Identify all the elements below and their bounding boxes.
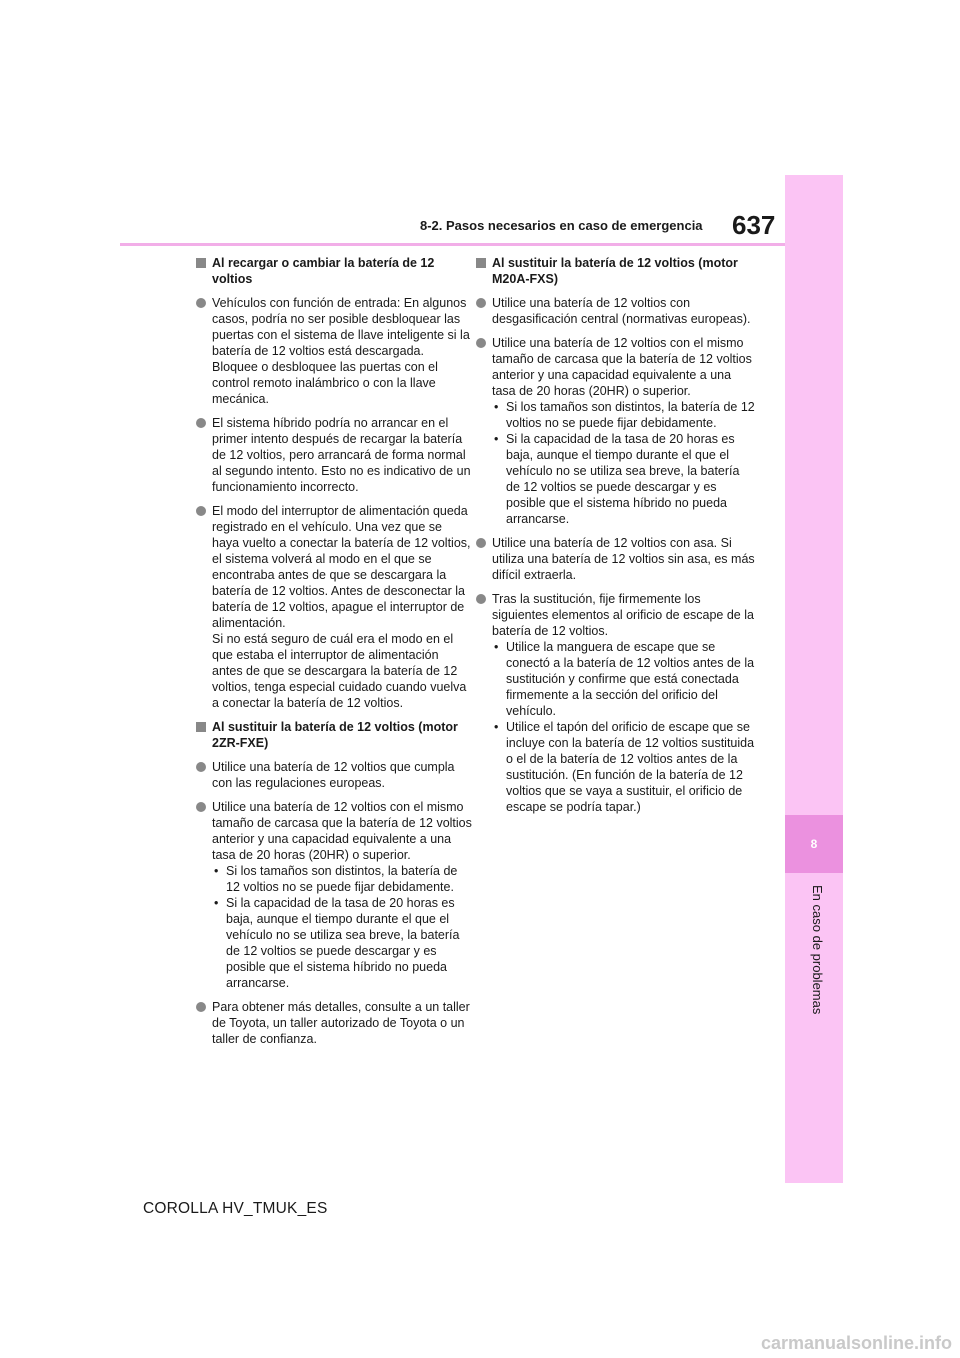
square-bullet-icon (476, 258, 486, 268)
round-bullet-icon (196, 1002, 206, 1012)
item-text: El modo del interruptor de alimentación queda registrado en el vehículo. Una vez que se haya vuelto a conectar la batería de 12 voltios, el sistema volverá al modo en el que se encontraba antes de que se descargara la batería de 12 voltios. Antes de desconectar la batería de 12 voltios, apague el interruptor de alimentación. (212, 504, 471, 630)
bullet-item (476, 535, 756, 583)
round-bullet-icon (476, 338, 486, 348)
section-heading (476, 255, 756, 287)
item-text: Utilice una batería de 12 voltios con el mismo tamaño de carcasa que la batería de 12 voltios anterior y una capacidad equivalente a una tasa de 20 horas (20HR) o superior. (212, 800, 472, 862)
section-title: 8-2. Pasos necesarios en caso de emergencia (420, 218, 703, 233)
sub-bullet-text: Si los tamaños son distintos, la batería de 12 voltios no se puede fijar debidamente. (226, 864, 458, 894)
round-bullet-icon (196, 506, 206, 516)
square-bullet-icon (196, 722, 206, 732)
page-number: 637 (732, 210, 776, 240)
dot-bullet-icon: • (214, 864, 219, 878)
round-bullet-icon (476, 298, 486, 308)
round-bullet-icon (196, 802, 206, 812)
sub-bullet-item (212, 895, 472, 991)
sub-bullet-text: Utilice la manguera de escape que se conectó a la batería de 12 voltios antes de la sustitución y confirme que está conectada firmemente a la sección del orificio del vehículo. (506, 640, 755, 718)
model-footer: COROLLA HV_TMUK_ES (143, 1200, 328, 1217)
left-column (196, 255, 472, 1055)
section-heading (196, 255, 472, 287)
right-column (476, 255, 756, 823)
sub-bullet-item (212, 863, 472, 895)
watermark: carmanualsonline.info (760, 1333, 952, 1353)
dot-bullet-icon: • (494, 432, 499, 446)
chapter-side-band (785, 175, 843, 1183)
sub-bullet-item (492, 719, 756, 815)
bullet-item (196, 999, 472, 1047)
bullet-item (196, 503, 472, 711)
item-text: Utilice una batería de 12 voltios que cumpla con las regulaciones europeas. (212, 760, 455, 790)
round-bullet-icon (196, 418, 206, 428)
round-bullet-icon (196, 298, 206, 308)
item-text: Al sustituir la batería de 12 voltios (motor M20A-FXS) (492, 256, 738, 286)
bullet-item (476, 295, 756, 327)
round-bullet-icon (196, 762, 206, 772)
bullet-item (476, 335, 756, 527)
bullet-item (196, 759, 472, 791)
sub-bullet-item (492, 431, 756, 527)
item-text: Para obtener más detalles, consulte a un taller de Toyota, un taller autorizado de Toyota o un taller de confianza. (212, 1000, 470, 1046)
header-divider (120, 243, 785, 246)
item-extra-text: Si no está seguro de cuál era el modo en el que estaba el interruptor de alimentación antes de que se descargara la batería de 12 voltios, tenga especial cuidado cuando vuelva a conectar la batería de 12 voltios. (212, 632, 467, 710)
square-bullet-icon (196, 258, 206, 268)
bullet-item (196, 415, 472, 495)
sub-bullet-text: Si la capacidad de la tasa de 20 horas es baja, aunque el tiempo durante el que el vehículo no se utiliza sea breve, la batería de 12 voltios se puede descargar y es posible que el sistema híbrido no pueda arrancarse. (226, 896, 460, 990)
dot-bullet-icon: • (214, 896, 219, 910)
item-text: Al recargar o cambiar la batería de 12 voltios (212, 256, 435, 286)
dot-bullet-icon: • (494, 640, 499, 654)
bullet-item (196, 295, 472, 407)
item-text: Tras la sustitución, fije firmemente los siguientes elementos al orificio de escape de la batería de 12 voltios. (492, 592, 754, 638)
bullet-item (476, 591, 756, 815)
dot-bullet-icon: • (494, 400, 499, 414)
section-heading (196, 719, 472, 751)
item-text: Utilice una batería de 12 voltios con el mismo tamaño de carcasa que la batería de 12 voltios anterior y una capacidad equivalente a una tasa de 20 horas (20HR) o superior. (492, 336, 752, 398)
sub-bullet-text: Si la capacidad de la tasa de 20 horas es baja, aunque el tiempo durante el que el vehículo no se utiliza sea breve, la batería de 12 voltios se puede descargar y es posible que el sistema híbrido no pueda arrancarse. (506, 432, 740, 526)
dot-bullet-icon: • (494, 720, 499, 734)
chapter-number: 8 (810, 837, 818, 851)
sub-bullet-item (492, 399, 756, 431)
round-bullet-icon (476, 538, 486, 548)
item-text: El sistema híbrido podría no arrancar en el primer intento después de recargar la batería de 12 voltios, pero arrancará de forma normal al segundo intento. Esto no es indicativo de un funcionamiento incorrecto. (212, 416, 471, 494)
item-text: Al sustituir la batería de 12 voltios (motor 2ZR-FXE) (212, 720, 458, 750)
item-text: Utilice una batería de 12 voltios con desgasificación central (normativas europeas). (492, 296, 751, 326)
sub-bullet-text: Si los tamaños son distintos, la batería de 12 voltios no se puede fijar debidamente. (506, 400, 755, 430)
item-text: Vehículos con función de entrada: En algunos casos, podría no ser posible desbloquear las puertas con el sistema de llave inteligente si la batería de 12 voltios está descargada. Bloquee o desbloquee las puertas con el control remoto inalámbrico o con la llave mecánica. (212, 296, 470, 406)
sub-bullet-text: Utilice el tapón del orificio de escape que se incluye con la batería de 12 voltios sustituida o el de la batería de 12 voltios antes de la sustitución. (En función de la batería de 12 voltios que se vaya a sustituir, el orificio de escape se podría tapar.) (506, 720, 755, 814)
round-bullet-icon (476, 594, 486, 604)
chapter-number-tab (785, 815, 843, 873)
item-text: Utilice una batería de 12 voltios con asa. Si utiliza una batería de 12 voltios sin asa, es más difícil extraerla. (492, 536, 755, 582)
bullet-item (196, 799, 472, 991)
chapter-title: En caso de problemas (810, 885, 825, 1015)
sub-bullet-item (492, 639, 756, 719)
